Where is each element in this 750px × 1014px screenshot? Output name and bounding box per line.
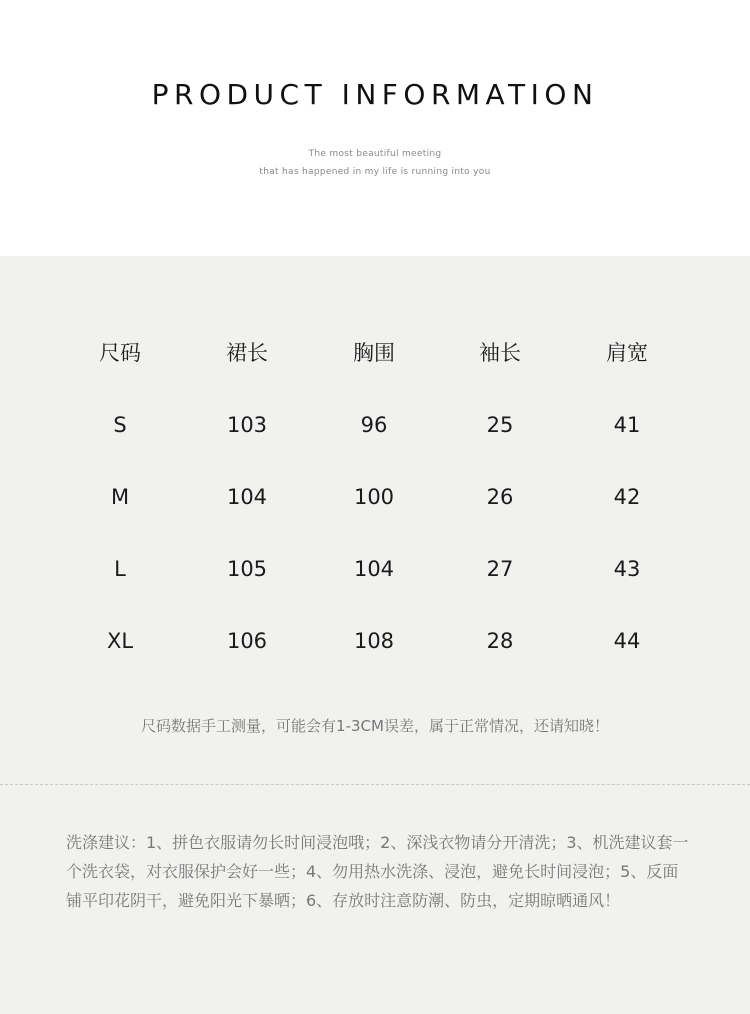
header-section (0, 0, 750, 256)
table-cell: 25 (486, 413, 514, 437)
table-header-cell: 尺码 (99, 341, 141, 365)
table-cell: 43 (613, 557, 641, 581)
table-header-cell: 肩宽 (606, 341, 648, 365)
table-cell: L (114, 557, 126, 581)
table-cell: 28 (486, 629, 514, 653)
table-cell: 96 (360, 413, 388, 437)
subtitle-line-1: The most beautiful meeting (308, 149, 442, 159)
table-cell: XL (106, 629, 134, 653)
subtitle-line-2: that has happened in my life is running into you (259, 167, 491, 177)
measurement-note: 尺码数据手工测量，可能会有1-3CM误差，属于正常情况，还请知晓！ (141, 717, 609, 735)
table-cell: 44 (613, 629, 641, 653)
info-panel (0, 256, 750, 1014)
table-cell: 42 (613, 485, 641, 509)
table-cell: S (113, 413, 127, 437)
table-cell: 41 (613, 413, 641, 437)
table-cell: 103 (226, 413, 268, 437)
table-cell: 26 (486, 485, 514, 509)
table-cell: 108 (353, 629, 395, 653)
table-cell: 105 (226, 557, 268, 581)
table-cell: 104 (226, 485, 268, 509)
table-header-cell: 袖长 (479, 341, 521, 365)
table-cell: 27 (486, 557, 514, 581)
table-cell: M (110, 485, 130, 509)
table-cell: 104 (353, 557, 395, 581)
page-title: PRODUCT INFORMATION (151, 78, 599, 111)
table-header-cell: 胸围 (353, 341, 395, 365)
care-instructions: 洗涤建议：1、拼色衣服请勿长时间浸泡哦；2、深浅衣物请分开清洗；3、机洗建议套一个洗衣袋，对衣服保护会好一些；4、勿用热水洗涤、浸泡，避免长时间浸泡；5、反面铺平印花阴干，避免阳光下暴晒；6、存放时注意防潮、防虫，定期晾晒通风！ (66, 833, 689, 910)
table-cell: 106 (226, 629, 268, 653)
dashed-divider (0, 784, 750, 785)
table-header-cell: 裙长 (226, 341, 268, 365)
table-cell: 100 (353, 485, 395, 509)
